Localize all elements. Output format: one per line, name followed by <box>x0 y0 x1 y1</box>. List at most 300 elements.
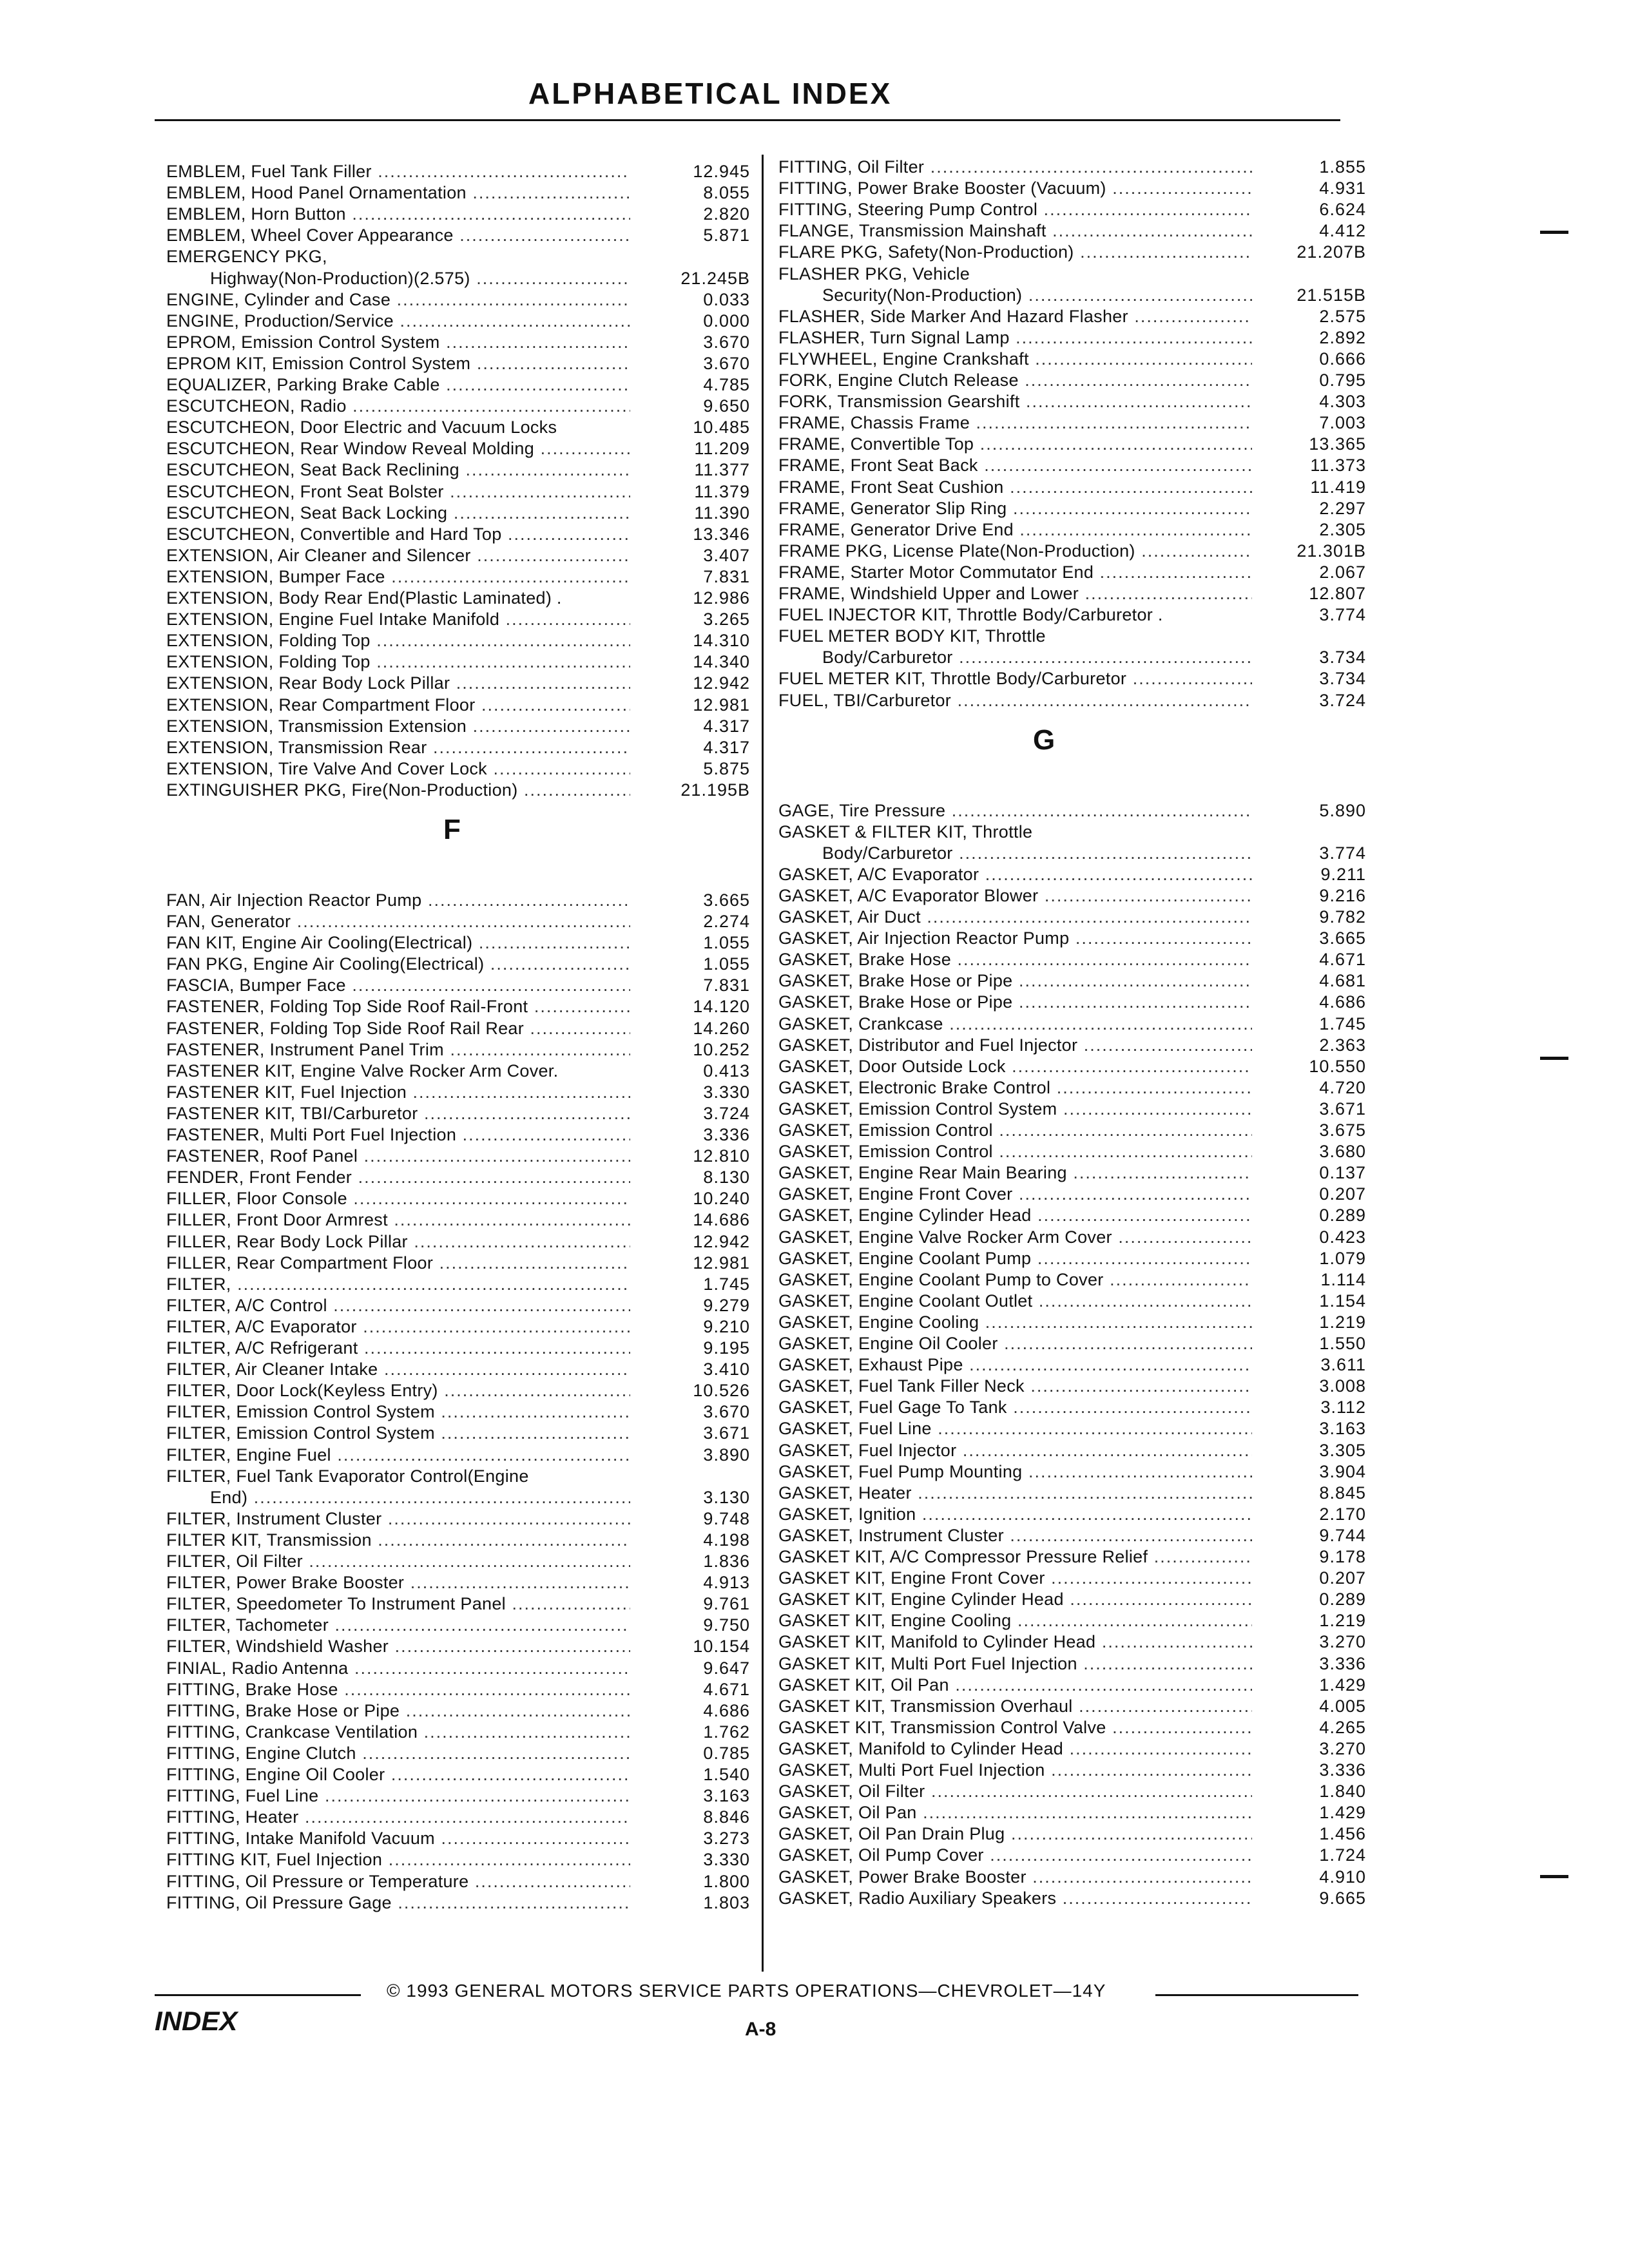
entry-name: GASKET, A/C Evaporator Blower ..... <box>778 885 1252 907</box>
index-entry <box>778 264 1366 285</box>
entry-name: GASKET KIT, Transmission Overhaul ..... <box>778 1696 1252 1717</box>
entry-page-ref: 1.055 <box>703 933 750 952</box>
entry-page-ref: 4.720 <box>1319 1078 1366 1097</box>
entry-page-ref: 10.526 <box>693 1381 750 1400</box>
entry-page-ref: 3.273 <box>703 1829 750 1848</box>
entry-name: GASKET, Engine Coolant Pump to Cover ..... <box>778 1269 1252 1291</box>
entry-page-ref: 10.485 <box>693 418 750 437</box>
index-entry <box>778 1269 1366 1291</box>
entry-name: GASKET, Fuel Gage To Tank ..... <box>778 1397 1252 1418</box>
entry-name: EXTENSION, Tire Valve And Cover Lock ..... <box>166 758 630 780</box>
index-label: INDEX <box>155 2006 238 2036</box>
index-entry <box>166 1401 750 1423</box>
index-entry <box>166 1871 750 1892</box>
entry-page-ref: 1.840 <box>1319 1782 1366 1801</box>
entry-name: GASKET, Ignition ..... <box>778 1504 1252 1525</box>
entry-page-ref: 9.782 <box>1319 907 1366 927</box>
index-entry <box>778 1845 1366 1866</box>
entry-name: FILTER, A/C Refrigerant ..... <box>166 1338 630 1359</box>
index-entry <box>778 1483 1366 1504</box>
entry-name: FITTING, Oil Filter ..... <box>778 157 1252 178</box>
index-entry <box>166 1508 750 1530</box>
entry-name: ESCUTCHEON, Radio ..... <box>166 396 630 417</box>
entry-name: FITTING, Engine Clutch ..... <box>166 1743 630 1764</box>
index-entry <box>166 1445 750 1466</box>
entry-name: FAN, Air Injection Reactor Pump ..... <box>166 890 630 911</box>
index-entry <box>166 758 750 780</box>
entry-page-ref: 1.429 <box>1319 1803 1366 1822</box>
index-entry <box>778 668 1366 689</box>
entry-page-ref: 3.336 <box>703 1125 750 1144</box>
entry-name: FRAME, Windshield Upper and Lower ..... <box>778 583 1252 604</box>
entry-name: FASTENER, Folding Top Side Roof Rail-Front ..... <box>166 996 630 1017</box>
index-entry <box>166 1551 750 1572</box>
index-entry <box>778 928 1366 949</box>
entry-name: FRAME PKG, License Plate(Non-Production) ..... <box>778 541 1252 562</box>
index-entry <box>166 1892 750 1914</box>
index-entry <box>778 242 1366 263</box>
entry-name: GASKET, Oil Filter ..... <box>778 1781 1252 1802</box>
index-entry <box>166 566 750 588</box>
entry-page-ref: 2.274 <box>703 912 750 931</box>
index-entry <box>778 1696 1366 1717</box>
entry-page-ref: 3.671 <box>703 1423 750 1443</box>
entry-name: FITTING, Engine Oil Cooler ..... <box>166 1764 630 1785</box>
index-entry <box>778 455 1366 476</box>
entry-name: EXTENSION, Folding Top ..... <box>166 651 630 673</box>
entry-page-ref: 2.575 <box>1319 307 1366 326</box>
page-number: A-8 <box>745 2019 776 2040</box>
index-entry <box>822 843 1366 864</box>
index-entry <box>778 1888 1366 1909</box>
index-entry <box>166 289 750 311</box>
entry-page-ref: 4.198 <box>703 1530 750 1550</box>
index-entry <box>166 1764 750 1785</box>
entry-name: GASKET, Manifold to Cylinder Head ..... <box>778 1738 1252 1760</box>
entry-name: GASKET, Fuel Injector ..... <box>778 1440 1252 1461</box>
index-entry <box>778 1440 1366 1461</box>
index-entry <box>166 1785 750 1807</box>
index-entry <box>166 1167 750 1188</box>
index-entry <box>778 1077 1366 1099</box>
entry-page-ref: 3.330 <box>703 1082 750 1102</box>
entry-name: FITTING, Crankcase Ventilation ..... <box>166 1722 630 1743</box>
entry-page-ref: 14.310 <box>693 631 750 650</box>
index-entry <box>166 1188 750 1209</box>
index-entry <box>778 1014 1366 1035</box>
index-entry <box>166 695 750 716</box>
index-entry <box>166 630 750 651</box>
entry-page-ref: 2.305 <box>1319 520 1366 539</box>
entry-page-ref: 10.240 <box>693 1189 750 1208</box>
index-entry <box>210 268 750 289</box>
entry-page-ref: 12.981 <box>693 695 750 715</box>
entry-page-ref: 0.666 <box>1319 349 1366 369</box>
index-entry <box>778 1867 1366 1888</box>
entry-page-ref: 1.540 <box>703 1765 750 1784</box>
entry-page-ref: 0.289 <box>1319 1206 1366 1225</box>
entry-name: FILTER, A/C Evaporator ..... <box>166 1316 630 1338</box>
entry-name: GASKET KIT, Multi Port Fuel Injection ..... <box>778 1653 1252 1675</box>
entry-page-ref: 1.079 <box>1319 1249 1366 1268</box>
entry-page-ref: 13.346 <box>693 524 750 544</box>
index-entry <box>778 541 1366 562</box>
index-entry <box>166 588 750 609</box>
entry-name: FILTER, Oil Filter ..... <box>166 1551 630 1572</box>
index-entry <box>166 1338 750 1359</box>
entry-page-ref: 2.892 <box>1319 328 1366 347</box>
entry-name: FILTER, ..... <box>166 1274 630 1295</box>
entry-name: FLASHER, Side Marker And Hazard Flasher ..... <box>778 306 1252 327</box>
index-entry <box>166 1807 750 1828</box>
entry-page-ref: 3.336 <box>1319 1760 1366 1780</box>
entry-name: FILTER, Engine Fuel ..... <box>166 1445 630 1466</box>
entry-page-ref: 9.279 <box>703 1296 750 1315</box>
entry-page-ref: 21.207B <box>1296 242 1366 262</box>
index-entry <box>778 626 1366 647</box>
entry-name: GASKET, Heater ..... <box>778 1483 1252 1504</box>
entry-name: FILTER KIT, Transmission ..... <box>166 1530 630 1551</box>
entry-name: FILTER, Air Cleaner Intake ..... <box>166 1359 630 1380</box>
entry-name: FILTER, Instrument Cluster ..... <box>166 1508 630 1530</box>
entry-name: GASKET KIT, Oil Pan ..... <box>778 1675 1252 1696</box>
entry-name: GASKET, Fuel Tank Filler Neck ..... <box>778 1376 1252 1397</box>
index-entry <box>778 1248 1366 1269</box>
entry-page-ref: 1.745 <box>1319 1014 1366 1033</box>
entry-name: GASKET KIT, Engine Front Cover ..... <box>778 1568 1252 1589</box>
entry-name: GASKET, Engine Oil Cooler ..... <box>778 1333 1252 1354</box>
entry-page-ref: 12.942 <box>693 673 750 693</box>
section-letter: G <box>1033 724 1055 756</box>
entry-name: FUEL, TBI/Carburetor ..... <box>778 690 1252 711</box>
entry-name: EQUALIZER, Parking Brake Cable ..... <box>166 374 630 396</box>
entry-page-ref: 2.363 <box>1319 1035 1366 1055</box>
entry-name: GASKET, Oil Pump Cover ..... <box>778 1845 1252 1866</box>
entry-page-ref: 2.067 <box>1319 562 1366 582</box>
index-entry <box>166 1828 750 1849</box>
entry-page-ref: 13.365 <box>1309 434 1366 454</box>
entry-name: GASKET, Multi Port Fuel Injection ..... <box>778 1760 1252 1781</box>
entry-page-ref: 3.665 <box>703 890 750 910</box>
index-entry <box>166 503 750 524</box>
entry-page-ref: 9.665 <box>1319 1888 1366 1908</box>
index-entry <box>166 438 750 459</box>
entry-name: EXTENSION, Transmission Extension ..... <box>166 716 630 737</box>
entry-page-ref: 1.550 <box>1319 1334 1366 1353</box>
entry-page-ref: 3.665 <box>1319 928 1366 948</box>
entry-page-ref: 9.744 <box>1319 1526 1366 1545</box>
index-entry <box>166 1061 750 1082</box>
entry-page-ref: 9.650 <box>703 396 750 416</box>
entry-page-ref: 3.611 <box>1320 1355 1366 1374</box>
entry-page-ref: 0.785 <box>703 1744 750 1763</box>
index-entry <box>778 498 1366 519</box>
entry-name: FUEL METER BODY KIT, Throttle <box>778 626 1046 646</box>
index-entry <box>778 1760 1366 1781</box>
entry-name: GASKET KIT, Engine Cooling ..... <box>778 1610 1252 1631</box>
entry-page-ref: 8.846 <box>703 1807 750 1827</box>
index-entry <box>778 864 1366 885</box>
index-entry <box>166 1103 750 1124</box>
edge-tick-mark <box>1540 1057 1568 1060</box>
index-entry <box>778 690 1366 711</box>
index-entry <box>166 1636 750 1657</box>
index-entry <box>166 911 750 932</box>
entry-name: FILLER, Rear Compartment Floor ..... <box>166 1253 630 1274</box>
entry-page-ref: 3.265 <box>703 610 750 629</box>
entry-name: EXTENSION, Transmission Rear ..... <box>166 737 630 758</box>
entry-name: GASKET, Instrument Cluster ..... <box>778 1525 1252 1546</box>
entry-page-ref: 2.170 <box>1319 1504 1366 1524</box>
section-letter: F <box>443 814 461 845</box>
entry-page-ref: 11.209 <box>694 439 750 458</box>
index-entry <box>166 1380 750 1401</box>
entry-page-ref: 1.800 <box>703 1872 750 1891</box>
entry-name: GASKET KIT, A/C Compressor Pressure Relief ..... <box>778 1546 1252 1568</box>
entry-page-ref: 0.137 <box>1319 1163 1366 1182</box>
index-entry <box>166 1679 750 1700</box>
entry-page-ref: 9.761 <box>703 1594 750 1613</box>
index-entry <box>166 1593 750 1615</box>
index-entry <box>778 992 1366 1013</box>
entry-name: GASKET, Emission Control ..... <box>778 1141 1252 1162</box>
entry-page-ref: 14.340 <box>693 652 750 671</box>
index-entry <box>778 1461 1366 1483</box>
index-entry <box>166 246 750 267</box>
entry-name: EPROM KIT, Emission Control System ..... <box>166 353 630 374</box>
entry-page-ref: 14.686 <box>693 1210 750 1229</box>
entry-name: FITTING, Heater ..... <box>166 1807 630 1828</box>
entry-page-ref: 3.774 <box>1319 843 1366 863</box>
index-entry <box>166 996 750 1017</box>
index-entry <box>778 1184 1366 1205</box>
entry-name: FASTENER, Instrument Panel Trim ..... <box>166 1039 630 1061</box>
entry-name: FITTING, Power Brake Booster (Vacuum) ..... <box>778 178 1252 199</box>
index-entry <box>166 1423 750 1444</box>
index-entry <box>166 716 750 737</box>
entry-page-ref: 11.390 <box>694 503 750 523</box>
entry-name: ESCUTCHEON, Seat Back Locking ..... <box>166 503 630 524</box>
index-entry <box>778 800 1366 822</box>
entry-page-ref: 1.855 <box>1319 157 1366 177</box>
entry-name: FILTER, Tachometer ..... <box>166 1615 630 1636</box>
entry-name: FRAME, Front Seat Back ..... <box>778 455 1252 476</box>
entry-page-ref: 14.120 <box>693 997 750 1016</box>
index-entry <box>778 391 1366 412</box>
index-entry <box>166 481 750 503</box>
index-entry <box>166 524 750 545</box>
entry-page-ref: 4.671 <box>703 1680 750 1699</box>
index-entry <box>166 1572 750 1593</box>
entry-page-ref: 8.130 <box>703 1168 750 1187</box>
entry-page-ref: 3.410 <box>703 1360 750 1379</box>
entry-page-ref: 12.945 <box>693 162 750 181</box>
entry-page-ref: 12.981 <box>693 1253 750 1273</box>
index-entry <box>166 1530 750 1551</box>
entry-page-ref: 21.301B <box>1296 541 1366 561</box>
entry-page-ref: 3.163 <box>1319 1419 1366 1438</box>
entry-page-ref: 0.289 <box>1319 1590 1366 1609</box>
index-entry <box>778 157 1366 178</box>
entry-name: GASKET, Brake Hose ..... <box>778 949 1252 970</box>
index-entry <box>778 1653 1366 1675</box>
entry-name: FUEL METER KIT, Throttle Body/Carburetor ..... <box>778 668 1252 689</box>
index-entry <box>166 1316 750 1338</box>
entry-page-ref: 3.270 <box>1319 1739 1366 1758</box>
entry-page-ref: 2.820 <box>703 204 750 224</box>
entry-name: ESCUTCHEON, Front Seat Bolster ..... <box>166 481 630 503</box>
index-entry <box>166 1359 750 1380</box>
entry-name: GASKET KIT, Manifold to Cylinder Head ..... <box>778 1631 1252 1653</box>
entry-page-ref: 12.810 <box>693 1146 750 1166</box>
entry-page-ref: 3.130 <box>703 1488 750 1507</box>
entry-page-ref: 3.890 <box>703 1445 750 1465</box>
entry-name: ESCUTCHEON, Seat Back Reclining ..... <box>166 459 630 481</box>
entry-page-ref: 14.260 <box>693 1019 750 1038</box>
entry-name: FINIAL, Radio Antenna ..... <box>166 1658 630 1679</box>
entry-name: FASTENER, Multi Port Fuel Injection ..... <box>166 1124 630 1146</box>
entry-page-ref: 1.114 <box>1320 1270 1366 1289</box>
entry-page-ref: 4.671 <box>1319 950 1366 969</box>
entry-name: GASKET, Emission Control ..... <box>778 1120 1252 1141</box>
entry-name: FILLER, Floor Console ..... <box>166 1188 630 1209</box>
index-entry <box>166 1849 750 1870</box>
entry-name: ESCUTCHEON, Convertible and Hard Top ..... <box>166 524 630 545</box>
entry-name: GASKET, Air Duct ..... <box>778 907 1252 928</box>
entry-name: GASKET, Emission Control System ..... <box>778 1099 1252 1120</box>
entry-name: FITTING KIT, Fuel Injection ..... <box>166 1849 630 1870</box>
entry-name: FAN PKG, Engine Air Cooling(Electrical) ..... <box>166 954 630 975</box>
entry-name: FILTER, Power Brake Booster ..... <box>166 1572 630 1593</box>
index-entry <box>166 396 750 417</box>
index-entry <box>778 1397 1366 1418</box>
index-entry <box>166 225 750 246</box>
index-entry <box>166 1615 750 1636</box>
entry-name: FASTENER, Folding Top Side Roof Rail Rear ..... <box>166 1018 630 1039</box>
entry-name: GASKET, Fuel Line ..... <box>778 1418 1252 1439</box>
entry-name: GASKET, Door Outside Lock ..... <box>778 1056 1252 1077</box>
index-entry <box>166 459 750 481</box>
entry-page-ref: 3.163 <box>703 1786 750 1805</box>
entry-page-ref: 1.219 <box>1319 1611 1366 1630</box>
entry-page-ref: 1.724 <box>1319 1845 1366 1865</box>
entry-page-ref: 12.807 <box>1309 584 1366 603</box>
entry-page-ref: 12.986 <box>693 588 750 608</box>
index-entry <box>778 907 1366 928</box>
entry-page-ref: 9.178 <box>1319 1547 1366 1566</box>
entry-page-ref: 5.875 <box>703 759 750 778</box>
index-entry <box>166 1039 750 1061</box>
entry-name: FRAME, Generator Drive End ..... <box>778 519 1252 541</box>
index-entry <box>166 417 750 438</box>
entry-page-ref: 1.836 <box>703 1552 750 1571</box>
entry-page-ref: 3.774 <box>1319 605 1366 624</box>
index-entry <box>166 1295 750 1316</box>
entry-page-ref: 1.055 <box>703 954 750 974</box>
entry-name: EMERGENCY PKG, <box>166 247 327 266</box>
index-entry <box>778 1162 1366 1184</box>
entry-page-ref: 9.216 <box>1319 886 1366 905</box>
index-entry <box>778 1589 1366 1610</box>
index-entry <box>778 1376 1366 1397</box>
entry-page-ref: 3.407 <box>703 546 750 565</box>
entry-page-ref: 3.680 <box>1319 1142 1366 1161</box>
entry-page-ref: 3.670 <box>703 354 750 373</box>
entry-name: FAN, Generator ..... <box>166 911 630 932</box>
index-entry <box>166 204 750 225</box>
index-entry <box>166 374 750 396</box>
entry-page-ref: 2.297 <box>1319 499 1366 518</box>
index-entry <box>778 1141 1366 1162</box>
index-entry <box>778 306 1366 327</box>
entry-name: FILLER, Front Door Armrest ..... <box>166 1209 630 1231</box>
index-entry <box>778 1717 1366 1738</box>
index-entry <box>778 1738 1366 1760</box>
index-entry <box>166 1146 750 1167</box>
entry-name: FENDER, Front Fender ..... <box>166 1167 630 1188</box>
entry-name: GASKET, Engine Cooling ..... <box>778 1312 1252 1333</box>
entry-name: GASKET, Engine Rear Main Bearing ..... <box>778 1162 1252 1184</box>
entry-name: FITTING, Oil Pressure or Temperature ..... <box>166 1871 630 1892</box>
entry-page-ref: 9.211 <box>1320 865 1366 884</box>
entry-name: Body/Carburetor ..... <box>822 843 1252 864</box>
index-entry <box>166 1018 750 1039</box>
index-entry <box>778 1354 1366 1376</box>
index-entry <box>166 890 750 911</box>
entry-page-ref: 10.154 <box>693 1637 750 1656</box>
footer-rule-right <box>1155 1994 1358 1996</box>
entry-name: FITTING, Steering Pump Control ..... <box>778 199 1252 220</box>
entry-name: EXTENSION, Body Rear End(Plastic Laminated) . <box>166 588 562 608</box>
entry-page-ref: 11.419 <box>1310 477 1366 497</box>
entry-name: Security(Non-Production) ..... <box>822 285 1252 306</box>
index-entry <box>778 1546 1366 1568</box>
entry-page-ref: 1.745 <box>703 1274 750 1294</box>
index-entry <box>166 673 750 694</box>
entry-page-ref: 4.686 <box>1319 992 1366 1012</box>
index-entry <box>778 1291 1366 1312</box>
index-entry <box>778 583 1366 604</box>
index-entry <box>778 1802 1366 1823</box>
entry-name: FITTING, Brake Hose ..... <box>166 1679 630 1700</box>
entry-name: FILTER, Door Lock(Keyless Entry) ..... <box>166 1380 630 1401</box>
edge-tick-mark <box>1540 231 1568 234</box>
index-entry <box>822 285 1366 306</box>
entry-page-ref: 4.913 <box>703 1573 750 1592</box>
entry-name: GASKET, Radio Auxiliary Speakers ..... <box>778 1888 1252 1909</box>
entry-name: GASKET, Engine Valve Rocker Arm Cover ..... <box>778 1227 1252 1248</box>
entry-name: FASCIA, Bumper Face ..... <box>166 975 630 996</box>
index-entry <box>166 311 750 332</box>
entry-name: FRAME, Starter Motor Commutator End ..... <box>778 562 1252 583</box>
entry-page-ref: 9.210 <box>703 1317 750 1336</box>
entry-page-ref: 3.670 <box>703 1402 750 1421</box>
entry-page-ref: 11.379 <box>694 482 750 501</box>
index-entry <box>166 954 750 975</box>
entry-name: GAGE, Tire Pressure ..... <box>778 800 1252 822</box>
entry-name: FLASHER, Turn Signal Lamp ..... <box>778 327 1252 349</box>
entry-page-ref: 3.270 <box>1319 1632 1366 1651</box>
index-entry <box>778 412 1366 434</box>
entry-name: GASKET, Engine Coolant Pump ..... <box>778 1248 1252 1269</box>
entry-page-ref: 21.195B <box>680 780 750 800</box>
entry-page-ref: 4.265 <box>1319 1718 1366 1737</box>
entry-name: FITTING, Fuel Line ..... <box>166 1785 630 1807</box>
entry-name: FASTENER KIT, Engine Valve Rocker Arm Cover. <box>166 1061 559 1081</box>
index-entry <box>778 1568 1366 1589</box>
entry-name: GASKET, Exhaust Pipe ..... <box>778 1354 1252 1376</box>
entry-name: GASKET, Crankcase ..... <box>778 1014 1252 1035</box>
